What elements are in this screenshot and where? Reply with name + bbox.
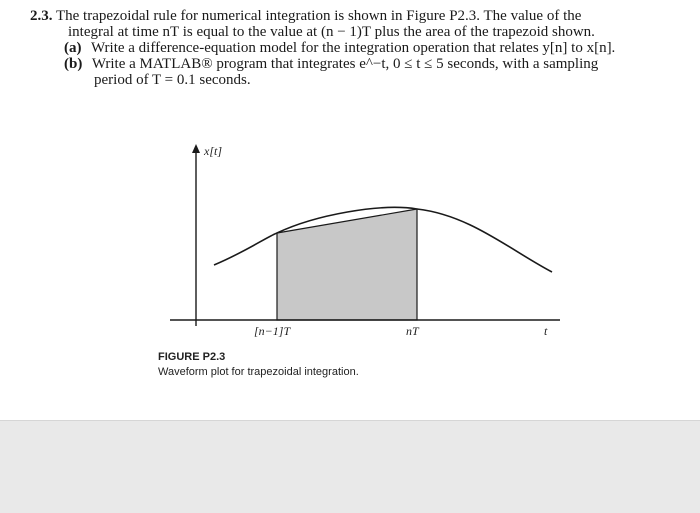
- figure-title: FIGURE P2.3: [158, 351, 226, 363]
- part-b-label: (b): [64, 56, 83, 72]
- waveform-plot: [150, 140, 570, 340]
- figure-p2-3: [150, 140, 570, 340]
- y-axis-label: x[t]: [204, 144, 222, 158]
- trapezoid-area: [277, 209, 417, 320]
- x-axis-label: t: [544, 324, 548, 338]
- tick-label-n-t: nT: [406, 324, 419, 338]
- part-b-text: Write a MATLAB® program that integrates e^−t, 0 ≤ t ≤ 5 seconds, with a sampling: [91, 56, 599, 72]
- problem-text-line-1: The trapezoidal rule for numerical integration is shown in Figure P2.3. The value of the: [55, 8, 582, 24]
- problem-line-1: [30, 8, 680, 24]
- part-a-text: Write a difference-equation model for the integration operation that relates y[n] to x[n].: [90, 40, 616, 56]
- amplitude-axis-arrow: [192, 144, 200, 153]
- part-b: [30, 56, 680, 72]
- figure-description: Waveform plot for trapezoidal integration.: [158, 366, 359, 378]
- part-a-label: (a): [64, 40, 82, 56]
- problem-statement: [30, 8, 680, 88]
- problem-number: 2.3.: [30, 8, 53, 24]
- part-a: [30, 40, 680, 56]
- part-b-continuation: period of T = 0.1 seconds.: [94, 72, 251, 88]
- problem-text-line-2: integral at time nT is equal to the value at (n − 1)T plus the area of the trapezoid shown.: [68, 24, 595, 40]
- tick-label-n-minus-1-t: [n−1]T: [254, 324, 291, 338]
- figure-caption: [158, 350, 359, 380]
